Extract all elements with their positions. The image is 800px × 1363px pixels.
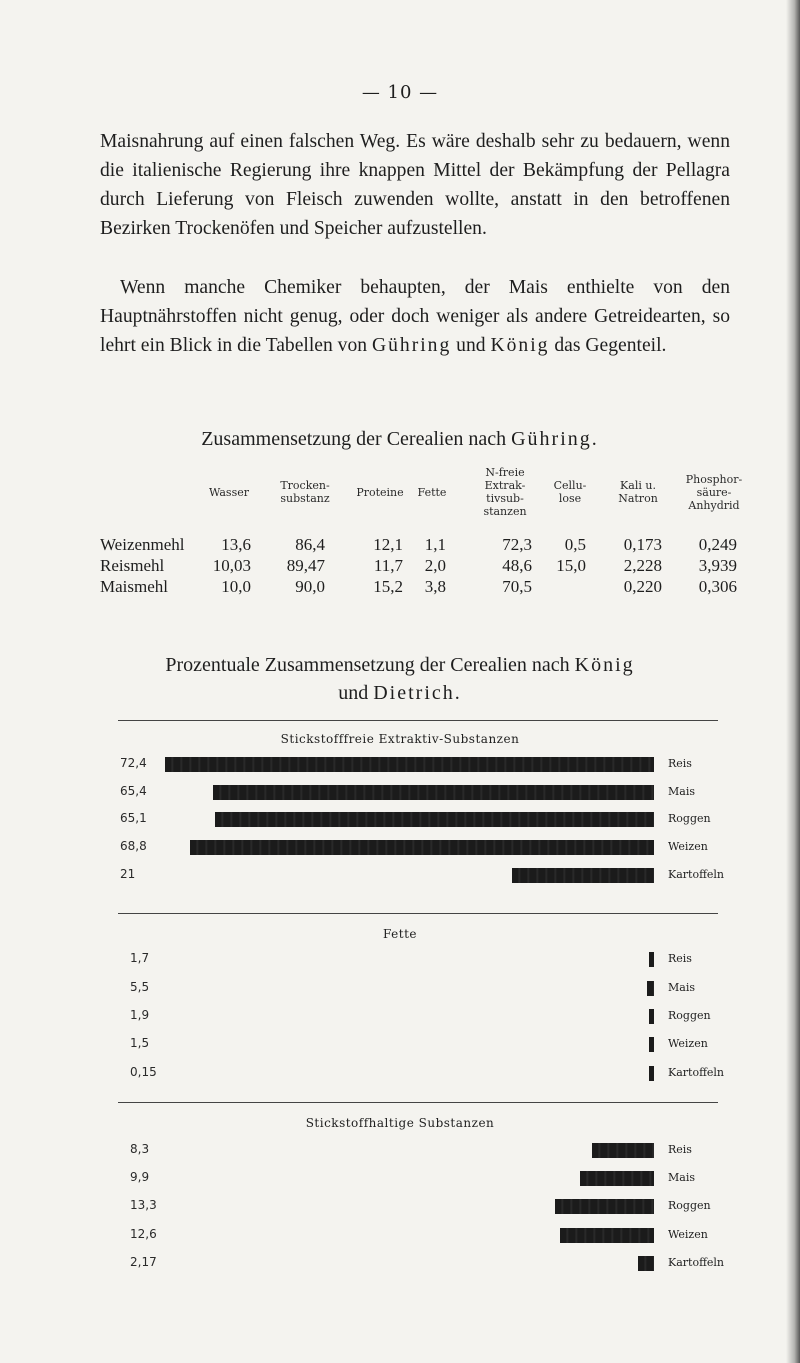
table-cell: 0,173 bbox=[623, 535, 662, 554]
table-cell: 3,939 bbox=[698, 556, 737, 575]
paragraph-2-text-a: Wenn manche Chemiker behaupten, der Mais enthielte von den Hauptnährstoffen nicht genug, oder doch weniger als andere Getreidearten, so lehrt ein Blick in die Tabellen von bbox=[100, 277, 730, 356]
table-cell: 15,0 bbox=[556, 556, 586, 575]
bar-value-label: 2,17 bbox=[130, 1255, 157, 1269]
section-title-name-koenig: König bbox=[574, 654, 635, 676]
chart-title: Stickstoffhaltige Substanzen bbox=[305, 1116, 495, 1130]
table-cell: 0,249 bbox=[698, 535, 737, 554]
header-line: Fette bbox=[417, 485, 447, 499]
bar bbox=[638, 1256, 654, 1271]
table-cell: 0,5 bbox=[564, 535, 586, 554]
section-title-text: Prozentuale Zusammensetzung der Cerealien nach bbox=[165, 654, 575, 676]
bar-value-label: 65,4 bbox=[120, 784, 147, 798]
paragraph-1: Maisnahrung auf einen falschen Weg. Es wäre deshalb sehr zu bedauern, wenn die italienische Regierung ihre knappen Mittel der Bekämpfung der Pellagra durch Lieferung von Fleisch zuwenden wollte, anstatt in den betroffenen Bezirken Trockenöfen und Speicher aufzustellen. bbox=[100, 131, 730, 239]
table-column-header bbox=[598, 479, 678, 505]
divider-rule bbox=[118, 1102, 718, 1103]
table-cell: 15,2 bbox=[373, 577, 403, 596]
bar-value-label: 1,7 bbox=[130, 951, 150, 965]
bar-category-label: Mais bbox=[668, 981, 695, 994]
bar-value-label: 21 bbox=[120, 867, 136, 881]
table-cell: 0,306 bbox=[698, 577, 737, 596]
bar bbox=[512, 868, 654, 883]
bar bbox=[215, 812, 654, 827]
table-row-label: Weizenmehl bbox=[100, 535, 185, 554]
bar bbox=[165, 757, 654, 772]
bar-value-label: 0,15 bbox=[130, 1065, 157, 1079]
bar-value-label: 13,3 bbox=[130, 1198, 157, 1212]
table-cell: 48,6 bbox=[502, 556, 532, 575]
header-line: säure- bbox=[696, 485, 732, 499]
bar-value-label: 9,9 bbox=[130, 1170, 150, 1184]
bar bbox=[560, 1228, 654, 1243]
header-line: Kali u. bbox=[620, 479, 656, 492]
bar-value-label: 1,5 bbox=[130, 1036, 150, 1050]
table-row-label: Reismehl bbox=[100, 556, 165, 575]
bar-category-label: Kartoffeln bbox=[668, 1066, 725, 1079]
header-line: lose bbox=[558, 492, 582, 505]
header-line: Anhydrid bbox=[688, 498, 740, 512]
bar bbox=[649, 1037, 654, 1052]
header-line: substanz bbox=[280, 492, 330, 505]
paragraph-2 bbox=[100, 273, 730, 360]
table-cell: 2,228 bbox=[623, 556, 662, 575]
header-line: Natron bbox=[618, 492, 658, 505]
header-line: tivsub- bbox=[486, 492, 524, 505]
table-cell: 2,0 bbox=[424, 556, 446, 575]
bar bbox=[580, 1171, 654, 1186]
chart-title: Fette bbox=[382, 927, 418, 941]
table-cell: 10,03 bbox=[212, 556, 251, 575]
table-cell: 11,7 bbox=[373, 556, 403, 575]
table-cell: 1,1 bbox=[424, 535, 446, 554]
bar bbox=[649, 952, 654, 967]
header-line: Proteine bbox=[356, 485, 404, 499]
table-column-header bbox=[189, 486, 269, 499]
table-title-name: Gühring. bbox=[511, 428, 599, 450]
header-line: Phosphor- bbox=[685, 472, 743, 486]
paragraph-2-text-c: das Gegenteil. bbox=[549, 335, 667, 356]
table-cell: 89,47 bbox=[286, 556, 325, 575]
bar bbox=[555, 1199, 654, 1214]
bar-value-label: 72,4 bbox=[120, 756, 147, 770]
header-line: stanzen bbox=[483, 505, 527, 518]
table-column-header bbox=[392, 486, 472, 499]
bar-category-label: Kartoffeln bbox=[668, 868, 725, 881]
author-name-guehring: Gühring bbox=[371, 335, 452, 356]
table-column-header bbox=[674, 473, 754, 512]
section-title-line-2 bbox=[0, 679, 800, 707]
table-cell: 10,0 bbox=[221, 577, 251, 596]
section-title-name-dietrich: Dietrich. bbox=[373, 682, 462, 704]
bar bbox=[649, 1009, 654, 1024]
header-line: N-freie bbox=[485, 466, 525, 479]
bar-category-label: Roggen bbox=[668, 812, 711, 825]
bar-category-label: Roggen bbox=[668, 1199, 711, 1212]
bar bbox=[649, 1066, 654, 1081]
header-line: Wasser bbox=[209, 485, 249, 499]
section-title-text-2: und bbox=[338, 682, 374, 704]
table-column-header bbox=[265, 479, 345, 505]
bar bbox=[190, 840, 654, 855]
bar-value-label: 65,1 bbox=[120, 811, 147, 825]
bar-value-label: 12,6 bbox=[130, 1227, 157, 1241]
table-title-text: Zusammensetzung der Cerealien nach bbox=[201, 428, 512, 450]
bar bbox=[213, 785, 654, 800]
bar-category-label: Reis bbox=[668, 952, 692, 965]
bar-category-label: Weizen bbox=[668, 1228, 708, 1241]
header-line: Extrak- bbox=[484, 479, 526, 492]
author-name-koenig: König bbox=[490, 335, 550, 356]
page-number: — 10 — bbox=[361, 82, 439, 103]
bar-category-label: Roggen bbox=[668, 1009, 711, 1022]
bar-category-label: Reis bbox=[668, 1143, 692, 1156]
bar-category-label: Weizen bbox=[668, 1037, 708, 1050]
bar bbox=[592, 1143, 654, 1158]
table-cell: 12,1 bbox=[373, 535, 403, 554]
table-title bbox=[0, 428, 800, 451]
bar-category-label: Weizen bbox=[668, 840, 708, 853]
header-line: Trocken- bbox=[280, 479, 330, 492]
table-cell: 86,4 bbox=[295, 535, 325, 554]
chart-title: Stickstofffreie Extraktiv-Substanzen bbox=[280, 732, 520, 746]
bar-category-label: Mais bbox=[668, 785, 695, 798]
bar-value-label: 1,9 bbox=[130, 1008, 150, 1022]
bar-category-label: Reis bbox=[668, 757, 692, 770]
bar-category-label: Mais bbox=[668, 1171, 695, 1184]
bar-value-label: 5,5 bbox=[130, 980, 150, 994]
table-cell: 13,6 bbox=[221, 535, 251, 554]
table-cell: 0,220 bbox=[623, 577, 662, 596]
bar bbox=[647, 981, 654, 996]
table-cell: 72,3 bbox=[502, 535, 532, 554]
bar-value-label: 68,8 bbox=[120, 839, 147, 853]
divider-rule bbox=[118, 720, 718, 721]
bar-value-label: 8,3 bbox=[130, 1142, 150, 1156]
bar-category-label: Kartoffeln bbox=[668, 1256, 725, 1269]
table-cell: 90,0 bbox=[295, 577, 325, 596]
header-line: Cellu- bbox=[553, 479, 587, 492]
table-row-label: Maismehl bbox=[100, 577, 168, 596]
divider-rule bbox=[118, 913, 718, 914]
paragraph-2-text-b: und bbox=[451, 335, 491, 356]
section-title-line-1 bbox=[0, 651, 800, 679]
table-cell: 70,5 bbox=[502, 577, 532, 596]
table-cell: 3,8 bbox=[424, 577, 446, 596]
